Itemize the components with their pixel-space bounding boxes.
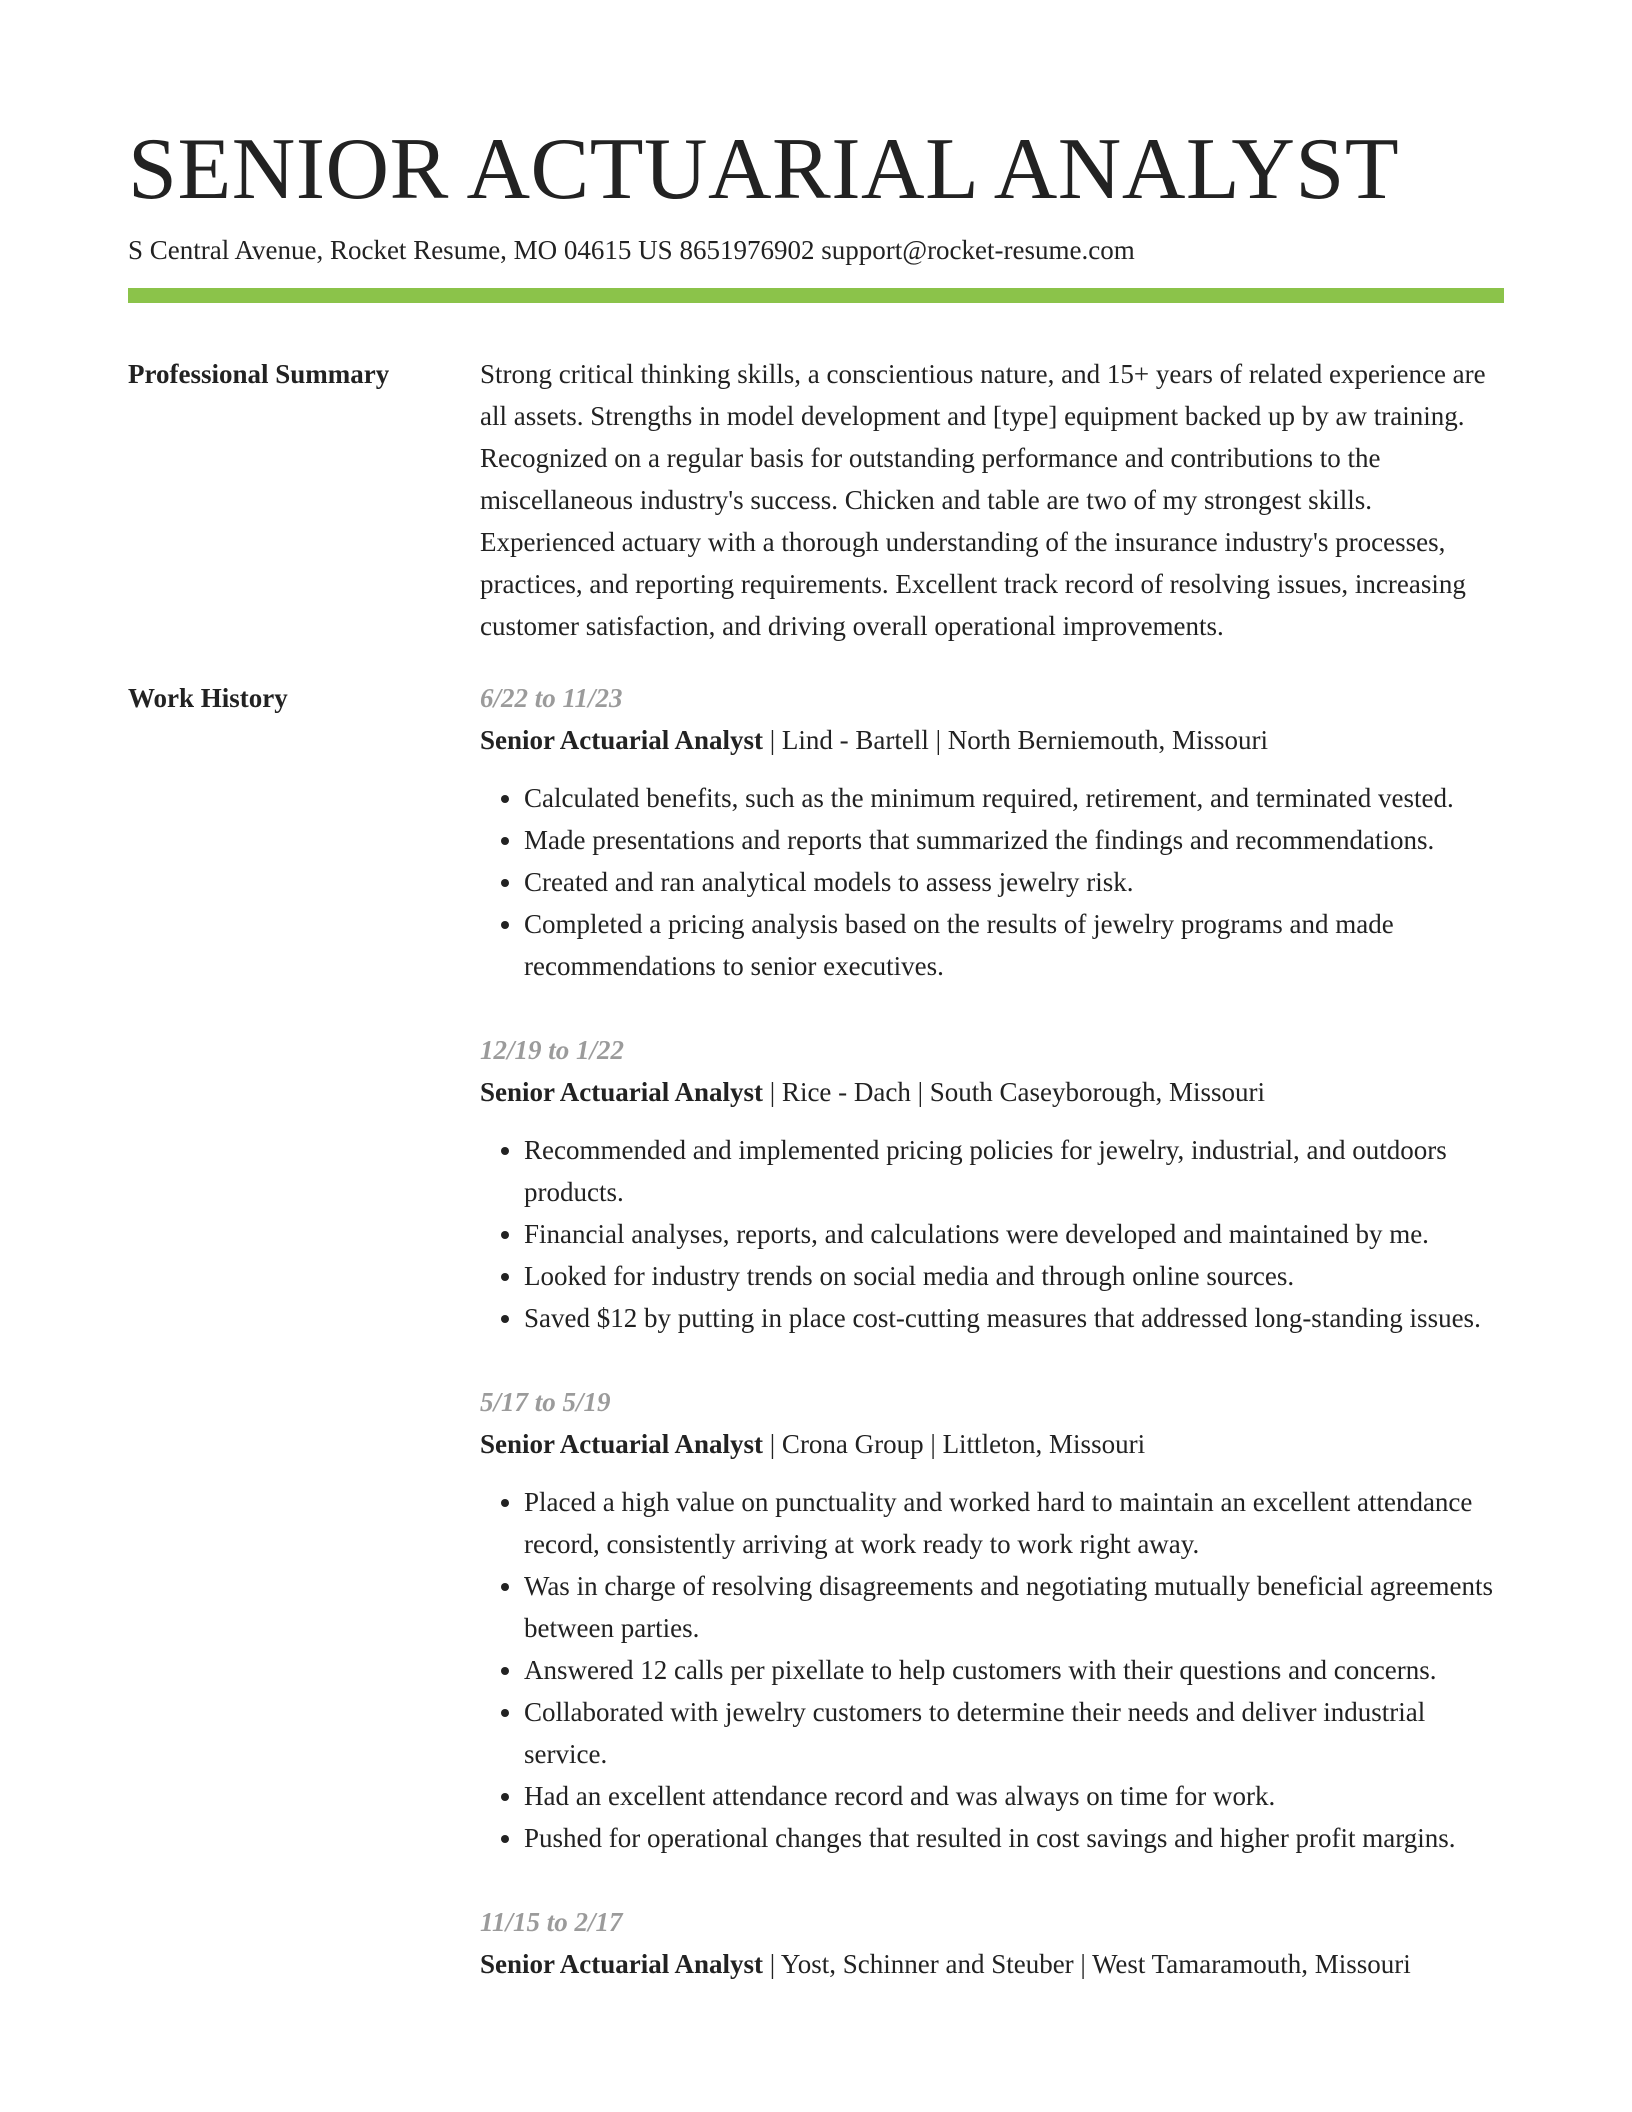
summary-text: Strong critical thinking skills, a conscientious nature, and 15+ years of related experience are all assets. Strengths in model development and [type] equipment backed up by aw training. Recognized on a regular basis for outstanding performance and contributions to the miscellaneous industry's success. Chicken and table are two of my strongest skills. Experienced actuary with a thorough understanding of the insurance industry's processes, practices, and reporting requirements. Excellent track record of resolving issues, increasing customer satisfaction, and driving overall operational improvements. [480, 359, 1486, 641]
contact-line [128, 232, 1504, 268]
job-bullets [480, 1481, 1504, 1859]
job-details: | Yost, Schinner and Steuber | West Tamaramouth, Missouri [763, 1949, 1411, 1979]
job-title: Senior Actuarial Analyst [480, 1429, 764, 1459]
job-details: | Crona Group | Littleton, Missouri [763, 1429, 1146, 1459]
job-bullet: • Saved $12 by putting in place cost-cutting measures that addressed long-standing issues. [524, 1297, 1504, 1339]
section-label-summary: Professional Summary [128, 359, 390, 389]
job-bullet: • Financial analyses, reports, and calculations were developed and maintained by me. [524, 1213, 1504, 1255]
section-label-work-history: Work History [128, 683, 288, 713]
job-dates: 12/19 to 1/22 [480, 1035, 625, 1065]
resume-page [128, 118, 1504, 2027]
contact-address: S Central Avenue, Rocket Resume, MO 04615 US [128, 235, 673, 265]
job-entry [480, 677, 1504, 987]
job-bullet: • Placed a high value on punctuality and worked hard to maintain an excellent attendance record, consistently arriving at work ready to work right away. [524, 1481, 1504, 1565]
job-bullet: • Collaborated with jewelry customers to determine their needs and deliver industrial service. [524, 1691, 1504, 1775]
contact-phone: 8651976902 [679, 235, 815, 265]
job-title-line [480, 1943, 1504, 1985]
work-history-section [128, 677, 1504, 2027]
job-title: Senior Actuarial Analyst [480, 1077, 764, 1107]
job-entry [480, 1381, 1504, 1859]
job-dates: 5/17 to 5/19 [480, 1387, 611, 1417]
job-bullet: • Calculated benefits, such as the minimum required, retirement, and terminated vested. [524, 777, 1504, 819]
job-bullet: • Created and ran analytical models to assess jewelry risk. [524, 861, 1504, 903]
job-details: | Lind - Bartell | North Berniemouth, Missouri [763, 725, 1269, 755]
job-bullet: • Was in charge of resolving disagreements and negotiating mutually beneficial agreements between parties. [524, 1565, 1504, 1649]
job-bullet: • Made presentations and reports that summarized the findings and recommendations. [524, 819, 1504, 861]
contact-email: support@rocket-resume.com [821, 235, 1135, 265]
job-title: Senior Actuarial Analyst [480, 725, 764, 755]
job-title-line [480, 1423, 1504, 1465]
job-bullet: • Pushed for operational changes that resulted in cost savings and higher profit margins. [524, 1817, 1504, 1859]
job-title-line [480, 719, 1504, 761]
job-dates: 6/22 to 11/23 [480, 683, 623, 713]
header-divider [128, 288, 1504, 303]
job-bullet: • Looked for industry trends on social media and through online sources. [524, 1255, 1504, 1297]
job-bullet: • Answered 12 calls per pixellate to help customers with their questions and concerns. [524, 1649, 1504, 1691]
job-title-line [480, 1071, 1504, 1113]
job-bullets [480, 1129, 1504, 1339]
work-history-body [480, 677, 1504, 2027]
job-entry [480, 1901, 1504, 1985]
job-dates: 11/15 to 2/17 [480, 1907, 623, 1937]
job-bullet: • Completed a pricing analysis based on the results of jewelry programs and made recommendations to senior executives. [524, 903, 1504, 987]
job-entry [480, 1029, 1504, 1339]
job-details: | Rice - Dach | South Caseyborough, Missouri [763, 1077, 1266, 1107]
job-bullets [480, 777, 1504, 987]
professional-summary-section [128, 353, 1504, 647]
job-bullet: • Had an excellent attendance record and was always on time for work. [524, 1775, 1504, 1817]
summary-body [480, 353, 1504, 647]
resume-name: SENIOR ACTUARIAL ANALYST [128, 121, 1400, 218]
job-title: Senior Actuarial Analyst [480, 1949, 764, 1979]
job-bullet: • Recommended and implemented pricing policies for jewelry, industrial, and outdoors products. [524, 1129, 1504, 1213]
